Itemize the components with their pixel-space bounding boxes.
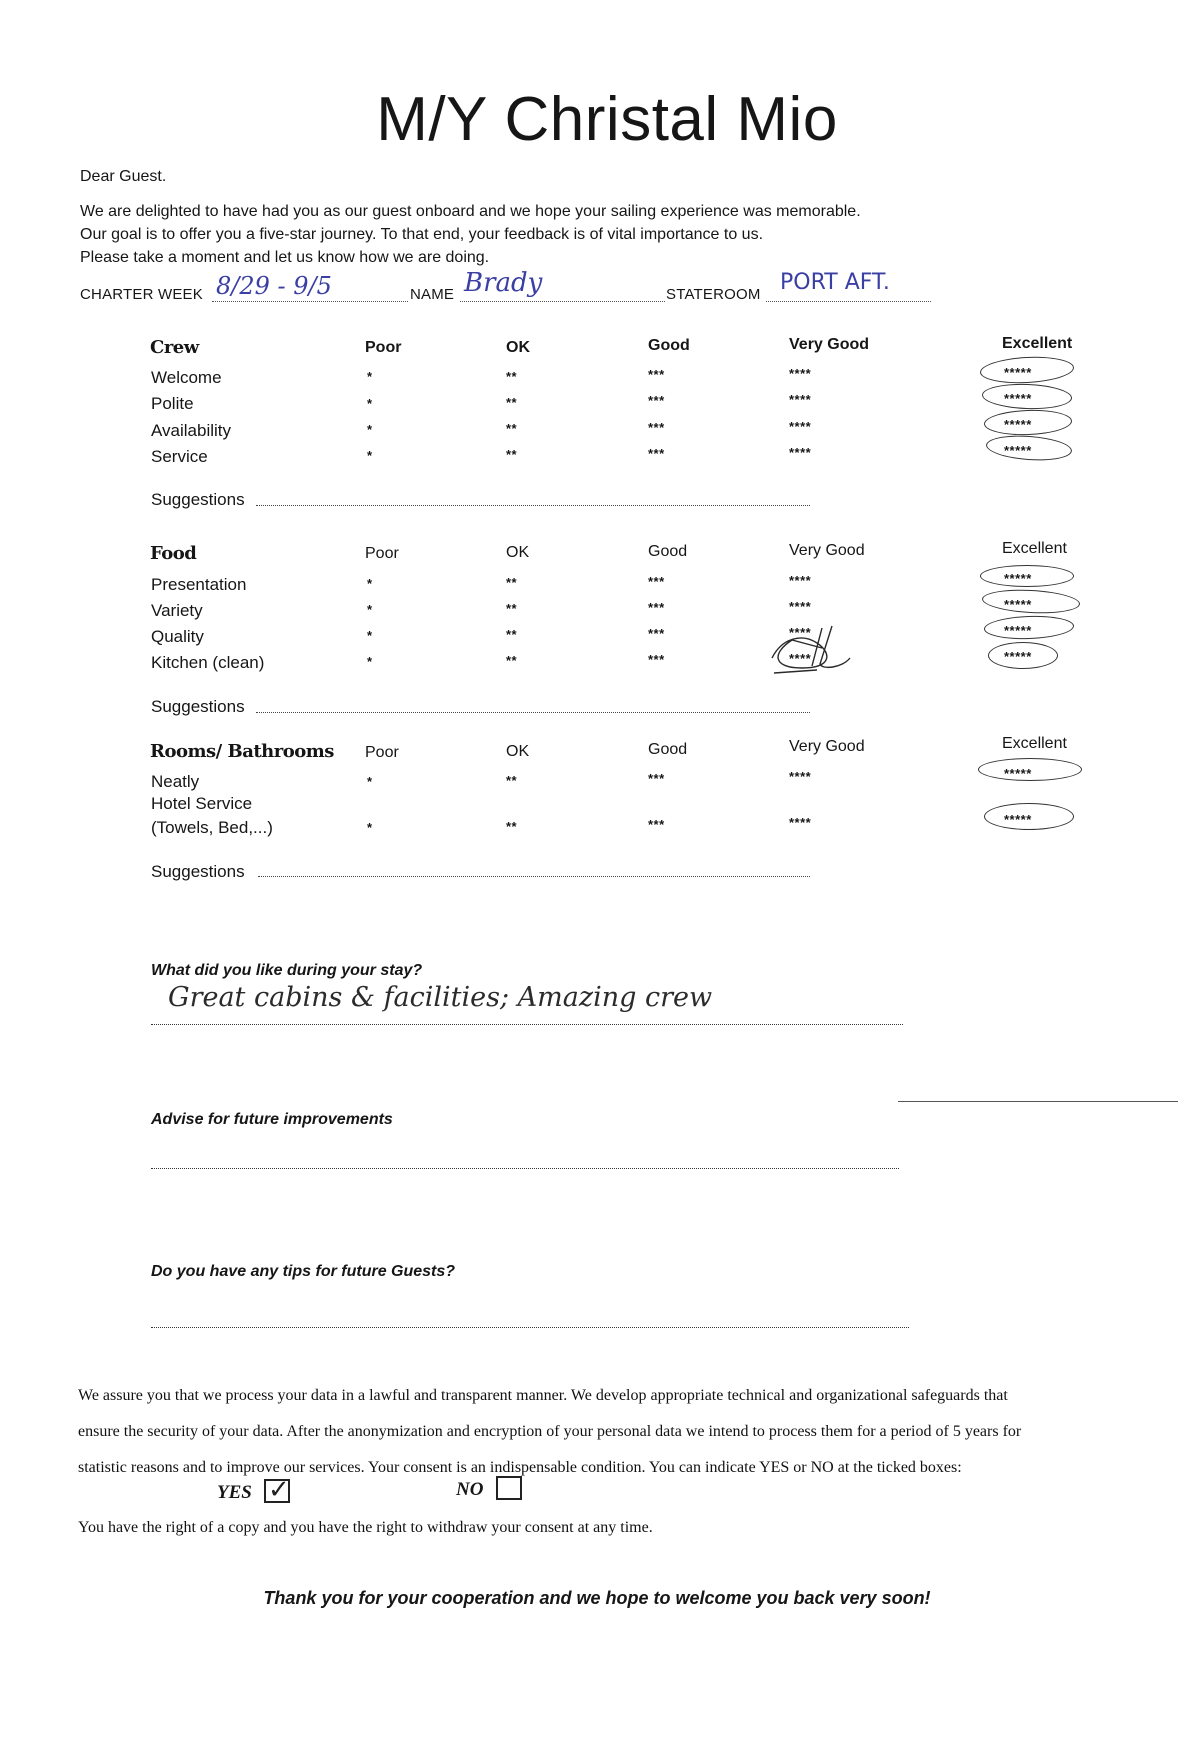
rating-ok[interactable]: ** bbox=[506, 369, 518, 384]
rating-poor[interactable]: * bbox=[367, 602, 373, 617]
rating-poor[interactable]: * bbox=[367, 448, 373, 463]
rating-excellent[interactable]: ***** bbox=[1004, 417, 1032, 432]
col-poor: Poor bbox=[365, 339, 402, 356]
rights-text: You have the right of a copy and you have the right to withdraw your consent at any time. bbox=[78, 1519, 653, 1536]
rating-poor[interactable]: * bbox=[367, 369, 373, 384]
rating-poor[interactable]: * bbox=[367, 774, 373, 789]
selection-circle bbox=[981, 587, 1080, 615]
rating-ok[interactable]: ** bbox=[506, 447, 518, 462]
col-good: Good bbox=[648, 741, 688, 758]
rating-ok[interactable]: ** bbox=[506, 627, 518, 642]
rating-ok[interactable]: ** bbox=[506, 773, 518, 788]
suggestions-field-crew[interactable] bbox=[256, 505, 810, 506]
question-liked: What did you like during your stay? bbox=[151, 962, 423, 979]
consent-yes-checkbox[interactable] bbox=[264, 1475, 290, 1505]
rating-good[interactable]: *** bbox=[648, 574, 665, 589]
selection-circle bbox=[978, 758, 1082, 781]
suggestions-label-rooms: Suggestions bbox=[151, 862, 245, 881]
check-mark-icon: ✓ bbox=[268, 1475, 290, 1505]
selection-circle bbox=[979, 355, 1074, 386]
question-tips: Do you have any tips for future Guests? bbox=[151, 1263, 456, 1280]
stray-line bbox=[898, 1101, 1178, 1102]
rating-very-good[interactable]: **** bbox=[789, 392, 812, 407]
rating-very-good[interactable]: **** bbox=[789, 769, 812, 784]
rating-very-good[interactable]: **** bbox=[789, 625, 812, 640]
col-poor: Poor bbox=[365, 545, 399, 562]
consent-yes-label: YES bbox=[217, 1482, 252, 1503]
privacy-line-3: statistic reasons and to improve our services. Your consent is an indispensable condition. You can indicate YES or NO at the ticked boxes: bbox=[78, 1459, 962, 1476]
rating-good[interactable]: *** bbox=[648, 817, 665, 832]
rating-very-good[interactable]: **** bbox=[789, 599, 812, 614]
col-good: Good bbox=[648, 337, 690, 354]
col-ok: OK bbox=[506, 544, 530, 561]
rating-good[interactable]: *** bbox=[648, 600, 665, 615]
rating-good[interactable]: *** bbox=[648, 626, 665, 641]
rating-excellent[interactable]: ***** bbox=[1004, 766, 1032, 781]
rating-good[interactable]: *** bbox=[648, 771, 665, 786]
rating-very-good[interactable]: **** bbox=[789, 651, 812, 666]
section-title-crew: Crew bbox=[150, 337, 199, 358]
row-label-availability: Availability bbox=[151, 421, 232, 440]
suggestions-label-food: Suggestions bbox=[151, 697, 245, 716]
page-title: M/Y Christal Mio bbox=[376, 85, 838, 154]
section-title-food: Food bbox=[150, 543, 197, 564]
name-value: Brady bbox=[464, 268, 543, 298]
rating-excellent[interactable]: ***** bbox=[1004, 649, 1032, 664]
col-ok: OK bbox=[506, 743, 530, 760]
row-label-variety: Variety bbox=[151, 601, 203, 620]
scribble-mark bbox=[762, 618, 858, 680]
intro-line-2: Our goal is to offer you a five-star journey. To that end, your feedback is of vital importance to us. bbox=[80, 226, 764, 243]
rating-ok[interactable]: ** bbox=[506, 575, 518, 590]
privacy-line-1: We assure you that we process your data in a lawful and transparent manner. We develop appropriate technical and organizational safeguards that bbox=[78, 1387, 1008, 1404]
question-improvements: Advise for future improvements bbox=[151, 1111, 393, 1128]
consent-no-label: NO bbox=[456, 1479, 484, 1500]
rating-ok[interactable]: ** bbox=[506, 653, 518, 668]
row-label-hotel-service: Hotel Service bbox=[151, 794, 253, 813]
col-excellent: Excellent bbox=[1002, 735, 1067, 752]
rating-excellent[interactable]: ***** bbox=[1004, 597, 1032, 612]
selection-circle bbox=[985, 433, 1072, 463]
row-label-towels-bed: (Towels, Bed,...) bbox=[151, 818, 273, 837]
suggestions-label-crew: Suggestions bbox=[151, 490, 245, 509]
col-poor: Poor bbox=[365, 744, 399, 761]
col-very-good: Very Good bbox=[789, 738, 865, 755]
consent-no-checkbox[interactable] bbox=[496, 1476, 522, 1500]
rating-very-good[interactable]: **** bbox=[789, 445, 812, 460]
selection-circle bbox=[984, 803, 1074, 830]
rating-very-good[interactable]: **** bbox=[789, 366, 812, 381]
rating-excellent[interactable]: ***** bbox=[1004, 365, 1032, 380]
rating-ok[interactable]: ** bbox=[506, 819, 518, 834]
greeting: Dear Guest. bbox=[80, 168, 167, 185]
row-label-presentation: Presentation bbox=[151, 575, 247, 594]
selection-circle bbox=[980, 565, 1074, 587]
row-label-service: Service bbox=[151, 447, 208, 466]
intro-line-3: Please take a moment and let us know how we are doing. bbox=[80, 249, 490, 266]
answer-field-liked[interactable] bbox=[151, 1024, 903, 1025]
col-very-good: Very Good bbox=[789, 542, 865, 559]
rating-excellent[interactable]: ***** bbox=[1004, 391, 1032, 406]
stateroom-label: STATEROOM bbox=[666, 286, 761, 303]
selection-circle bbox=[988, 642, 1058, 669]
rating-poor[interactable]: * bbox=[367, 576, 373, 591]
row-label-kitchen: Kitchen (clean) bbox=[151, 653, 265, 672]
rating-poor[interactable]: * bbox=[367, 422, 373, 437]
rating-poor[interactable]: * bbox=[367, 820, 373, 835]
rating-good[interactable]: *** bbox=[648, 446, 665, 461]
charter-week-value: 8/29 - 9/5 bbox=[216, 272, 332, 300]
rating-good[interactable]: *** bbox=[648, 367, 665, 382]
privacy-line-2: ensure the security of your data. After the anonymization and encryption of your personal data we intend to process them for a period of 5 years for bbox=[78, 1423, 1022, 1440]
rating-excellent[interactable]: ***** bbox=[1004, 623, 1032, 638]
answer-liked: Great cabins & facilities; Amazing crew bbox=[168, 982, 713, 1013]
rating-very-good[interactable]: **** bbox=[789, 815, 812, 830]
rating-good[interactable]: *** bbox=[648, 393, 665, 408]
thanks-text: Thank you for your cooperation and we hope to welcome you back very soon! bbox=[263, 1588, 931, 1608]
charter-week-label: CHARTER WEEK bbox=[80, 286, 203, 303]
selection-circle bbox=[982, 382, 1073, 410]
row-label-quality: Quality bbox=[151, 627, 204, 646]
rating-excellent[interactable]: ***** bbox=[1004, 443, 1032, 458]
selection-circle bbox=[984, 408, 1073, 436]
suggestions-field-food[interactable] bbox=[256, 712, 810, 713]
rating-ok[interactable]: ** bbox=[506, 421, 518, 436]
answer-field-improvements[interactable] bbox=[151, 1168, 899, 1169]
rating-good[interactable]: *** bbox=[648, 652, 665, 667]
rating-excellent[interactable]: ***** bbox=[1004, 812, 1032, 827]
row-label-welcome: Welcome bbox=[151, 368, 222, 387]
stateroom-value: PORT AFT. bbox=[780, 270, 890, 295]
intro-line-1: We are delighted to have had you as our guest onboard and we hope your sailing experience was memorable. bbox=[80, 203, 861, 220]
section-title-rooms: Rooms/ Bathrooms bbox=[150, 741, 334, 762]
selection-circle bbox=[984, 614, 1075, 640]
rating-good[interactable]: *** bbox=[648, 420, 665, 435]
name-label: NAME bbox=[410, 286, 455, 303]
rating-ok[interactable]: ** bbox=[506, 601, 518, 616]
row-label-polite: Polite bbox=[151, 394, 194, 413]
rating-ok[interactable]: ** bbox=[506, 395, 518, 410]
answer-field-tips[interactable] bbox=[151, 1327, 909, 1328]
col-good: Good bbox=[648, 543, 688, 560]
suggestions-field-rooms[interactable] bbox=[258, 876, 810, 877]
rating-excellent[interactable]: ***** bbox=[1004, 571, 1032, 586]
rating-poor[interactable]: * bbox=[367, 628, 373, 643]
rating-very-good[interactable]: **** bbox=[789, 573, 812, 588]
col-excellent: Excellent bbox=[1002, 540, 1067, 557]
row-label-neatly: Neatly bbox=[151, 772, 200, 791]
col-very-good: Very Good bbox=[789, 336, 870, 353]
rating-poor[interactable]: * bbox=[367, 654, 373, 669]
rating-poor[interactable]: * bbox=[367, 396, 373, 411]
col-ok: OK bbox=[506, 339, 530, 356]
col-excellent: Excellent bbox=[1002, 335, 1073, 352]
rating-very-good[interactable]: **** bbox=[789, 419, 812, 434]
